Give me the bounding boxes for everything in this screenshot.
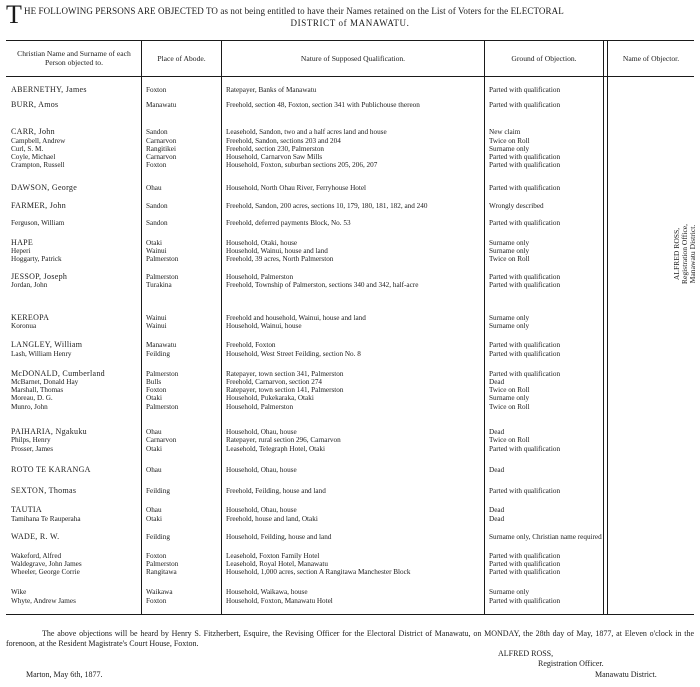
ground-cell: Surname only xyxy=(489,314,530,322)
abode-cell: Ohau xyxy=(146,184,162,192)
abode-cell: Otaki xyxy=(146,445,162,453)
ground-cell: Surname only xyxy=(489,247,530,255)
ground-cell: Surname only xyxy=(489,588,530,596)
ground-cell: Parted with qualification xyxy=(489,568,561,576)
abode-cell: Foxton xyxy=(146,86,167,94)
ground-cell: Parted with qualification xyxy=(489,86,561,94)
qual-cell: Household, Carnarvon Saw Mills xyxy=(226,153,323,161)
abode-cell: Feilding xyxy=(146,487,170,495)
ground-cell: Parted with qualification xyxy=(489,341,561,349)
name-cell: Munro, John xyxy=(11,403,48,411)
abode-cell: Waikawa xyxy=(146,588,173,596)
ground-cell: Surname only xyxy=(489,145,530,153)
objector-name: ALFRED ROSS, xyxy=(672,227,681,281)
ground-cell: Surname only, Christian name required xyxy=(489,533,602,541)
ground-cell: Parted with qualification xyxy=(489,560,561,568)
abode-cell: Rangitikei xyxy=(146,145,176,153)
qual-cell: Freehold, deferred payments Block, No. 53 xyxy=(226,219,351,227)
notice-footer xyxy=(6,629,694,648)
name-cell: TAUTIA xyxy=(11,506,42,514)
qual-cell: Household, North Ohau River, Ferryhouse Hotel xyxy=(226,184,367,192)
abode-cell: Foxton xyxy=(146,552,167,560)
qual-cell: Freehold, section 230, Palmerston xyxy=(226,145,325,153)
name-cell: Waldegrave, John James xyxy=(11,560,82,568)
name-cell: Crampton, Russell xyxy=(11,161,65,169)
abode-cell: Carnarvon xyxy=(146,153,177,161)
col-header-objector: Name of Objector. xyxy=(622,53,680,63)
qual-cell: Freehold, Sandon, 200 acres, sections 10, 179, 180, 181, 182, and 240 xyxy=(226,202,428,210)
objector-office: Registration Office, xyxy=(680,223,689,285)
ground-cell: Parted with qualification xyxy=(489,101,561,109)
name-cell: SEXTON, Thomas xyxy=(11,487,77,495)
name-cell: Coyle, Michael xyxy=(11,153,56,161)
qual-cell: Ratepayer, town section 141, Palmerston xyxy=(226,386,344,394)
ground-cell: Twice on Roll xyxy=(489,386,530,394)
qual-cell: Freehold, house and land, Otaki xyxy=(226,515,318,523)
name-cell: Lash, William Henry xyxy=(11,350,72,358)
signer-district: Manawatu District. xyxy=(595,670,657,679)
qual-cell: Freehold, 39 acres, North Palmerston xyxy=(226,255,334,263)
ground-cell: Wrongly described xyxy=(489,202,544,210)
abode-cell: Foxton xyxy=(146,161,167,169)
name-cell: Prosser, James xyxy=(11,445,54,453)
qual-cell: Freehold, Carnarvon, section 274 xyxy=(226,378,323,386)
qual-cell: Leasehold, Foxton Family Hotel xyxy=(226,552,320,560)
signer-name: ALFRED ROSS, xyxy=(498,649,554,658)
name-cell: McBarnet, Donald Hay xyxy=(11,378,79,386)
abode-cell: Wainui xyxy=(146,314,167,322)
abode-cell: Otaki xyxy=(146,394,162,402)
ground-cell: Parted with qualification xyxy=(489,487,561,495)
qual-cell: Leasehold, Sandon, two and a half acres land and house xyxy=(226,128,387,136)
name-cell: Marshall, Thomas xyxy=(11,386,64,394)
ground-cell: Parted with qualification xyxy=(489,161,561,169)
name-cell: DAWSON, George xyxy=(11,184,78,192)
qual-cell: Household, Pukekaraka, Otaki xyxy=(226,394,314,402)
abode-cell: Otaki xyxy=(146,239,162,247)
name-cell: WADE, R. W. xyxy=(11,533,60,541)
abode-cell: Palmerston xyxy=(146,560,179,568)
abode-cell: Feilding xyxy=(146,350,170,358)
col-header-ground: Ground of Objection. xyxy=(511,53,577,63)
col-header-name: Christian Name and Surname of each Person objected to. xyxy=(17,49,131,67)
abode-cell: Manawatu xyxy=(146,341,177,349)
name-cell: Hoggarty, Patrick xyxy=(11,255,62,263)
name-cell: Tamihana Te Rauperaha xyxy=(11,515,81,523)
abode-cell: Sandon xyxy=(146,202,168,210)
ground-cell: Dead xyxy=(489,466,505,474)
abode-cell: Palmerston xyxy=(146,403,179,411)
qual-cell: Ratepayer, Banks of Manawatu xyxy=(226,86,317,94)
objector-district: Manawatu District. xyxy=(688,224,697,284)
ground-cell: Dead xyxy=(489,378,505,386)
name-cell: BURR, Amos xyxy=(11,101,59,109)
qual-cell: Freehold, Feilding, house and land xyxy=(226,487,326,495)
ground-cell: New claim xyxy=(489,128,521,136)
ground-cell: Surname only xyxy=(489,394,530,402)
abode-cell: Carnarvon xyxy=(146,137,177,145)
name-cell: Koronua xyxy=(11,322,37,330)
abode-cell: Palmerston xyxy=(146,370,179,378)
abode-cell: Turakina xyxy=(146,281,172,289)
name-cell: CARR, John xyxy=(11,128,55,136)
ground-cell: Parted with qualification xyxy=(489,597,561,605)
abode-cell: Foxton xyxy=(146,597,167,605)
name-cell: ABERNETHY, James xyxy=(11,86,87,94)
ground-cell: Twice on Roll xyxy=(489,403,530,411)
qual-cell: Household, Wainui, house and land xyxy=(226,247,328,255)
name-cell: Jordan, John xyxy=(11,281,48,289)
qual-cell: Freehold, Sandon, sections 203 and 204 xyxy=(226,137,341,145)
name-cell: JESSOP, Joseph xyxy=(11,273,68,281)
abode-cell: Palmerston xyxy=(146,273,179,281)
qual-cell: Leasehold, Royal Hotel, Manawatu xyxy=(226,560,328,568)
ground-cell: Parted with qualification xyxy=(489,153,561,161)
qual-cell: Household, 1,000 acres, section A Rangitawa Manchester Block xyxy=(226,568,411,576)
ground-cell: Surname only xyxy=(489,322,530,330)
notice-heading-line1: HE FOLLOWING PERSONS ARE OBJECTED TO as not being entitled to have their Names retained on the List of Voters for the ELECTORAL xyxy=(24,6,564,16)
qual-cell: Household, Otaki, house xyxy=(226,239,298,247)
ground-cell: Parted with qualification xyxy=(489,552,561,560)
qual-cell: Household, Wainui, house xyxy=(226,322,302,330)
qual-cell: Leasehold, Telegraph Hotel, Otaki xyxy=(226,445,325,453)
name-cell: Wakeford, Alfred xyxy=(11,552,62,560)
qual-cell: Freehold, section 48, Foxton, section 341 with Publichouse thereon xyxy=(226,101,420,109)
name-cell: Wike xyxy=(11,588,27,596)
ground-cell: Parted with qualification xyxy=(489,273,561,281)
notice-heading-line2: DISTRICT of MANAWATU. xyxy=(290,18,410,28)
qual-cell: Freehold and household, Wainui, house and land xyxy=(226,314,366,322)
abode-cell: Foxton xyxy=(146,386,167,394)
name-cell: Wheeler, George Corrie xyxy=(11,568,80,576)
name-cell: PAIHARIA, Ngakuku xyxy=(11,428,87,436)
abode-cell: Sandon xyxy=(146,219,168,227)
ground-cell: Surname only xyxy=(489,239,530,247)
qual-cell: Household, Ohau, house xyxy=(226,506,297,514)
ground-cell: Parted with qualification xyxy=(489,184,561,192)
name-cell: McDONALD, Cumberland xyxy=(11,370,105,378)
ground-cell: Twice on Roll xyxy=(489,436,530,444)
name-cell: KEREOPA xyxy=(11,314,50,322)
signer-title: Registration Officer. xyxy=(538,659,604,668)
abode-cell: Wainui xyxy=(146,322,167,330)
abode-cell: Bulls xyxy=(146,378,162,386)
name-cell: Curl, S. M. xyxy=(11,145,44,153)
qual-cell: Household, West Street Feilding, section No. 8 xyxy=(226,350,361,358)
abode-cell: Wainui xyxy=(146,247,167,255)
abode-cell: Ohau xyxy=(146,466,162,474)
abode-cell: Palmerston xyxy=(146,255,179,263)
abode-cell: Ohau xyxy=(146,506,162,514)
name-cell: FARMER, John xyxy=(11,202,67,210)
qual-cell: Ratepayer, town section 341, Palmerston xyxy=(226,370,344,378)
name-cell: Whyte, Andrew James xyxy=(11,597,76,605)
col-header-abode: Place of Abode. xyxy=(157,53,206,63)
ground-cell: Parted with qualification xyxy=(489,281,561,289)
ground-cell: Dead xyxy=(489,515,505,523)
drop-cap: T xyxy=(6,0,22,29)
abode-cell: Manawatu xyxy=(146,101,177,109)
ground-cell: Dead xyxy=(489,428,505,436)
name-cell: Moreau, D. G. xyxy=(11,394,53,402)
abode-cell: Ohau xyxy=(146,428,162,436)
ground-cell: Parted with qualification xyxy=(489,445,561,453)
place-date: Marton, May 6th, 1877. xyxy=(26,670,103,679)
abode-cell: Carnarvon xyxy=(146,436,177,444)
ground-cell: Dead xyxy=(489,506,505,514)
qual-cell: Household, Ohau, house xyxy=(226,428,297,436)
ground-cell: Parted with qualification xyxy=(489,370,561,378)
name-cell: Philps, Henry xyxy=(11,436,51,444)
abode-cell: Feilding xyxy=(146,533,170,541)
objector-signature xyxy=(672,189,697,319)
qual-cell: Household, Feilding, house and land xyxy=(226,533,332,541)
ground-cell: Twice on Roll xyxy=(489,137,530,145)
abode-cell: Rangitawa xyxy=(146,568,177,576)
name-cell: ROTO TE KARANGA xyxy=(11,466,91,474)
qual-cell: Household, Waikawa, house xyxy=(226,588,308,596)
qual-cell: Freehold, Township of Palmerston, sections 340 and 342, half-acre xyxy=(226,281,419,289)
ground-cell: Parted with qualification xyxy=(489,350,561,358)
name-cell: HAPE xyxy=(11,239,34,247)
name-cell: LANGLEY, William xyxy=(11,341,83,349)
qual-cell: Household, Foxton, Manawatu Hotel xyxy=(226,597,333,605)
name-cell: Heperi xyxy=(11,247,31,255)
qual-cell: Household, Foxton, suburban sections 205, 206, 207 xyxy=(226,161,378,169)
qual-cell: Household, Palmerston xyxy=(226,273,294,281)
name-cell: Ferguson, William xyxy=(11,219,65,227)
qual-cell: Freehold, Foxton xyxy=(226,341,276,349)
abode-cell: Otaki xyxy=(146,515,162,523)
col-header-qualification: Nature of Supposed Qualification. xyxy=(300,53,406,63)
qual-cell: Household, Palmerston xyxy=(226,403,294,411)
qual-cell: Household, Ohau, house xyxy=(226,466,297,474)
qual-cell: Ratepayer, rural section 296, Carnarvon xyxy=(226,436,341,444)
abode-cell: Sandon xyxy=(146,128,168,136)
ground-cell: Twice on Roll xyxy=(489,255,530,263)
hearing-notice: The above objections will be heard by Henry S. Fitzherbert, Esquire, the Revising Officer for the Electoral District of Manawatu, on MONDAY, the 28th day of May, 1877, at Eleven o'clock in the forenoon, at the Resident Magistrate's Court House, Foxton. xyxy=(6,629,694,648)
ground-cell: Parted with qualification xyxy=(489,219,561,227)
name-cell: Campbell, Andrew xyxy=(11,137,66,145)
